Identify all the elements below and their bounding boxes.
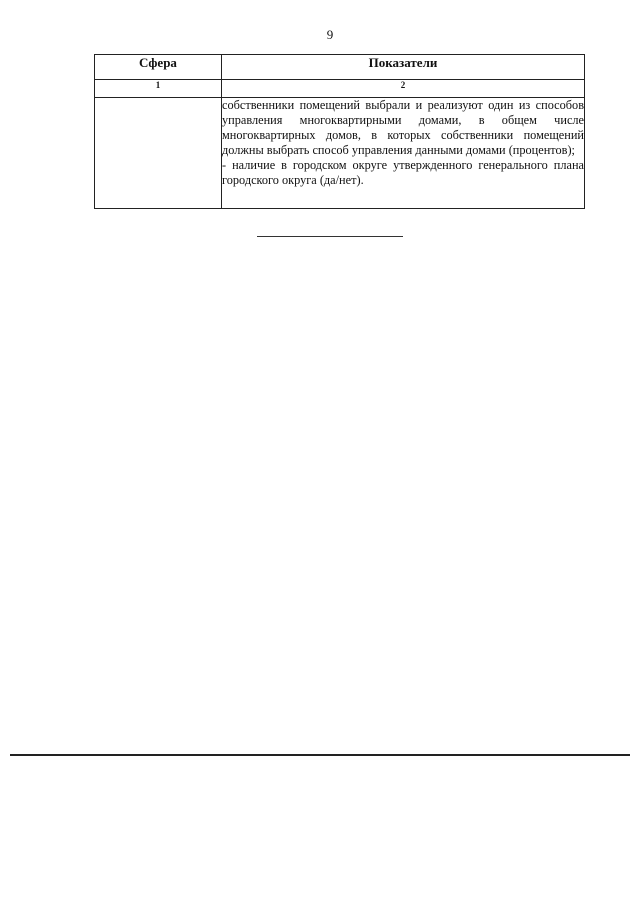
page-number: 9	[326, 27, 334, 42]
indicators-table	[94, 54, 585, 209]
sphere-cell	[95, 98, 222, 209]
table-header-row	[95, 55, 585, 80]
indicator-paragraph: - наличие в городском округе утвержденного генерального плана городского округа (да/нет).	[222, 158, 584, 187]
column-number-1: 1	[95, 80, 222, 98]
end-of-document-line	[257, 236, 403, 237]
header-sphere: Сфера	[95, 55, 222, 80]
table-row	[95, 98, 585, 209]
indicator-paragraph: собственники помещений выбрали и реализуют один из способов управления многоквартирными домами, в общем числе многоквартирных домов, в которых собственники помещений должны выбрать способ управления данными домами (процентов);	[222, 98, 584, 157]
header-indicators: Показатели	[222, 55, 585, 80]
column-number-row	[95, 80, 585, 98]
bottom-horizontal-rule	[10, 754, 630, 756]
indicators-cell	[222, 98, 585, 209]
column-number-2: 2	[222, 80, 585, 98]
